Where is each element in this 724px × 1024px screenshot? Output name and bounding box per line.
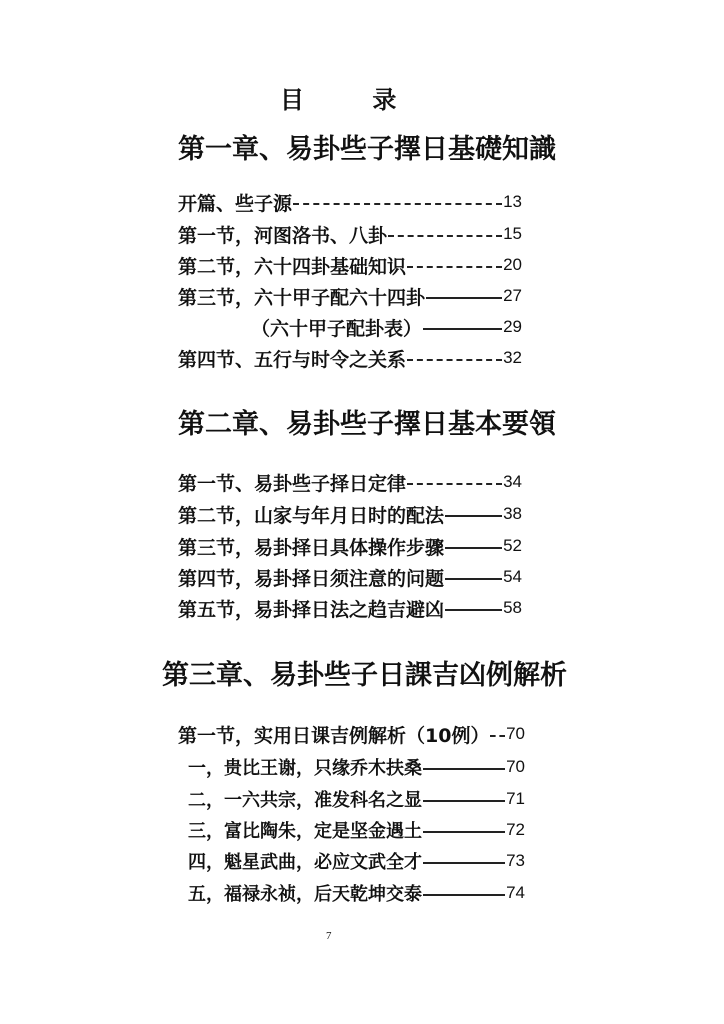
- entry-page-number: 32: [503, 348, 522, 367]
- line-leader: [445, 515, 502, 517]
- entry-label: 第三节，易卦择日具体操作步骤: [178, 536, 445, 559]
- toc-entry[interactable]: [188, 786, 525, 812]
- dot-leader: [490, 735, 505, 737]
- toc-entry[interactable]: [178, 595, 522, 621]
- toc-entry[interactable]: [188, 848, 525, 874]
- entry-page-number: 54: [503, 567, 522, 586]
- entry-label: 第五节，易卦择日法之趋吉避凶: [178, 598, 445, 621]
- entry-label: 二，一六共宗，准发科名之显: [188, 790, 422, 811]
- entry-page-number: 70: [506, 757, 525, 776]
- entry-page-number: 74: [506, 883, 525, 902]
- entry-label: 第一节、易卦些子择日定律: [178, 472, 407, 495]
- dot-leader: [407, 359, 502, 361]
- entry-page-number: 29: [503, 317, 522, 336]
- line-leader: [445, 609, 502, 611]
- entry-label: 第三节，六十甲子配六十四卦: [178, 286, 426, 309]
- entry-label: 第一节，河图洛书、八卦: [178, 224, 388, 247]
- toc-entry[interactable]: [188, 817, 525, 843]
- toc-entry[interactable]: [178, 189, 522, 215]
- line-leader: [445, 547, 502, 549]
- page-number: 7: [326, 930, 332, 942]
- chapter-3-title: 第三章、易卦些子日課吉凶例解析: [162, 660, 567, 691]
- line-leader: [445, 578, 502, 580]
- toc-entry[interactable]: [178, 564, 522, 590]
- line-leader: [426, 297, 502, 299]
- entry-label: 四，魁星武曲，必应文武全才: [188, 852, 422, 873]
- entry-label: 第二节，六十四卦基础知识: [178, 255, 407, 278]
- chapter-1-title: 第一章、易卦些子擇日基礎知識: [178, 134, 556, 165]
- entry-page-number: 70: [506, 724, 525, 743]
- entry-label: 开篇、些子源: [178, 192, 293, 215]
- entry-page-number: 20: [503, 255, 522, 274]
- toc-entry[interactable]: [188, 880, 525, 906]
- entry-page-number: 38: [503, 504, 522, 523]
- entry-label: （六十甲子配卦表）: [251, 317, 423, 340]
- toc-entry[interactable]: [188, 754, 525, 780]
- toc-entry[interactable]: [178, 345, 522, 371]
- entry-page-number: 13: [503, 192, 522, 211]
- entry-page-number: 72: [506, 820, 525, 839]
- entry-page-number: 58: [503, 598, 522, 617]
- entry-label: 第二节，山家与年月日时的配法: [178, 504, 445, 527]
- entry-label: 五，福禄永祯，后天乾坤交泰: [188, 884, 422, 905]
- entry-label: 第四节，易卦择日须注意的问题: [178, 567, 445, 590]
- line-leader: [423, 800, 505, 802]
- entry-page-number: 34: [503, 472, 522, 491]
- entry-page-number: 73: [506, 851, 525, 870]
- line-leader: [423, 831, 505, 833]
- entry-page-number: 15: [503, 224, 522, 243]
- entry-label: 第四节、五行与时令之关系: [178, 348, 407, 371]
- toc-title: 目 录: [280, 86, 427, 114]
- toc-entry[interactable]: [178, 469, 522, 495]
- dot-leader: [407, 266, 502, 268]
- entry-page-number: 52: [503, 536, 522, 555]
- entry-label: 第一节，实用日课吉例解析（10例）: [178, 724, 490, 747]
- dot-leader: [293, 203, 502, 205]
- line-leader: [423, 862, 505, 864]
- toc-entry[interactable]: [178, 283, 522, 309]
- entry-page-number: 27: [503, 286, 522, 305]
- toc-entry[interactable]: [178, 252, 522, 278]
- chapter-2-title: 第二章、易卦些子擇日基本要領: [178, 409, 556, 440]
- line-leader: [423, 328, 502, 330]
- line-leader: [423, 768, 505, 770]
- dot-leader: [388, 235, 502, 237]
- dot-leader: [407, 483, 502, 485]
- toc-entry[interactable]: [178, 221, 522, 247]
- entry-label: 一，贵比王谢，只缘乔木扶桑: [188, 758, 422, 779]
- toc-entry[interactable]: [178, 721, 525, 747]
- toc-entry[interactable]: [178, 501, 522, 527]
- line-leader: [423, 894, 505, 896]
- entry-label: 三，富比陶朱，定是坚金遇土: [188, 821, 422, 842]
- entry-page-number: 71: [506, 789, 525, 808]
- toc-entry[interactable]: [251, 314, 522, 340]
- toc-entry[interactable]: [178, 533, 522, 559]
